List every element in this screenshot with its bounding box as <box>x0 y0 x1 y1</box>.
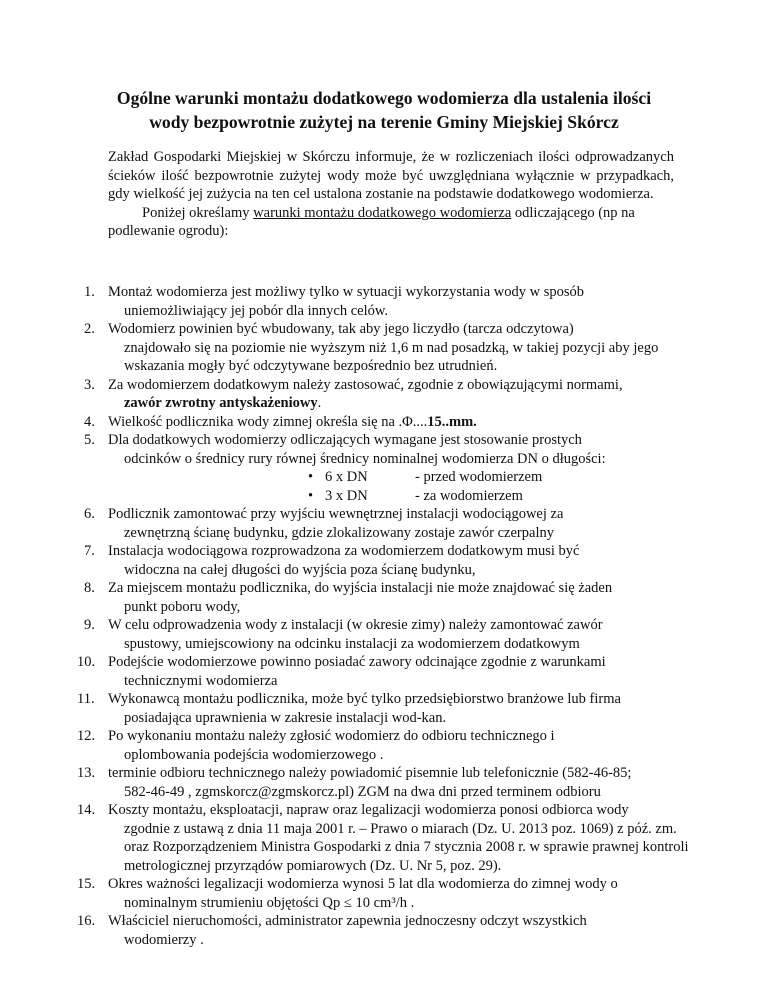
item-text: Koszty montażu, eksploatacji, napraw oraz legalizacji wodomierza ponosi odbiorca wody <box>108 802 629 818</box>
item-text-bold: zawór zwrotny antyskażeniowy <box>124 395 318 411</box>
item-text: terminie odbioru technicznego należy powiadomić pisemnie lub telefonicznie (582-46-85; <box>108 765 632 781</box>
item-number: 15. <box>77 876 96 892</box>
list-item <box>0 579 700 616</box>
item-text-cont: zewnętrzną ścianę budynku, gdzie zlokalizowany zostaje zawór czerpalny <box>124 524 554 541</box>
list-item <box>0 616 700 653</box>
list-item <box>0 912 700 949</box>
sub-item <box>108 468 700 487</box>
item-text: Podlicznik zamontować przy wyjściu wewnętrznej instalacji wodociągowej za <box>108 506 564 522</box>
item-number: 5. <box>84 432 95 448</box>
list-item <box>0 413 700 432</box>
conditions-list <box>0 283 700 949</box>
item-number: 4. <box>84 413 95 430</box>
item-number: 8. <box>84 580 95 596</box>
intro-paragraph-1: Zakład Gospodarki Miejskiej w Skórczu informuje, że w rozliczeniach ilości odprowadzanych ścieków ilość bezpowrotnie zużytej wody może być uwzględniana wyłącznie w przypadkach, gdy wielkość jej zużycia na ten cel ustalona zostanie na podstawie dodatkowego wodomierza. <box>108 149 674 202</box>
item-number: 6. <box>84 506 95 522</box>
item-number: 10. <box>77 654 96 670</box>
intro-paragraph-2 <box>108 204 674 241</box>
sub-item-multiplier: 3 x DN <box>325 487 368 504</box>
sub-item-multiplier: 6 x DN <box>325 469 368 485</box>
list-item <box>0 801 700 875</box>
item-text: Wykonawcą montażu podlicznika, może być tylko przedsiębiorstwo branżowe lub firma <box>108 691 621 707</box>
list-item <box>0 376 700 413</box>
sub-item-text: - przed wodomierzem <box>415 469 543 485</box>
list-item <box>0 875 700 912</box>
item-text-cont <box>108 394 700 413</box>
item-text-cont: spustowy, umiejscowiony na odcinku instalacji za wodomierzem dodatkowym <box>124 635 580 652</box>
item-text: Dla dodatkowych wodomierzy odliczających wymagane jest stosowanie prostych <box>108 432 582 448</box>
item-text-cont: nominalnym strumieniu objętości Qp ≤ 10 cm³/h . <box>124 894 415 911</box>
item-text-bold: 15..mm. <box>427 413 477 430</box>
list-item <box>0 505 700 542</box>
item-text-cont: 582-46-49 , zgmskorcz@zgmskorcz.pl) ZGM na dwa dni przed terminem odbioru <box>124 783 601 800</box>
item-number: 2. <box>84 321 95 337</box>
list-item <box>0 764 700 801</box>
title-line-1: Ogólne warunki montażu dodatkowego wodomierza dla ustalenia ilości <box>116 88 652 108</box>
list-item <box>0 542 700 579</box>
sub-item-text: - za wodomierzem <box>415 487 523 504</box>
item-text: Podejście wodomierzowe powinno posiadać zawory odcinające zgodnie z warunkami <box>108 654 606 670</box>
list-item <box>0 653 700 690</box>
item-text-cont: zgodnie z ustawą z dnia 11 maja 2001 r. – Prawo o miarach (Dz. U. 2013 poz. 1069) z póź. zm. oraz Rozporządzeniem Ministra Gospodarki z dnia 7 stycznia 2008 r. w sprawie prawnej kontroli metrologicznej przyrządów pomiarowych (Dz. U. Nr 5, poz. 29). <box>124 820 689 874</box>
item-number: 1. <box>84 284 95 300</box>
item-number: 7. <box>84 543 95 559</box>
intro-p2-before: Poniżej określamy <box>142 204 254 221</box>
item-text: Wielkość podlicznika wody zimnej określa się na .Φ.... <box>108 413 428 430</box>
item-text-cont: uniemożliwiający jej pobór dla innych celów. <box>124 302 389 319</box>
intro-p2-underlined: warunki montażu dodatkowego wodomierza <box>253 204 512 221</box>
intro-p2-after: odliczającego (np na podlewanie ogrodu): <box>108 204 635 239</box>
bullet-icon: • <box>308 469 314 485</box>
item-text: Za miejscem montażu podlicznika, do wyjścia instalacji nie może znajdować się żaden <box>108 580 613 596</box>
bullet-icon: • <box>308 487 314 504</box>
item-text-cont: technicznymi wodomierza <box>124 672 278 689</box>
item-text-cont: znajdowało się na poziomie nie wyższym niż 1,6 m nad posadzką, w takiej pozycji aby jego wskazania mogły być odczytywane bezpośrednio bez utrudnień. <box>124 339 659 374</box>
item-text: W celu odprowadzenia wody z instalacji (w okresie zimy) należy zamontować zawór <box>108 617 603 633</box>
item-text: Instalacja wodociągowa rozprowadzona za wodomierzem dodatkowym musi być <box>108 543 580 559</box>
item-text-cont: posiadająca uprawnienia w zakresie instalacji wod-kan. <box>124 709 447 726</box>
item-number: 3. <box>84 376 95 393</box>
list-item <box>0 283 700 320</box>
item-text-cont: odcinków o średnicy rury równej średnicy nominalnej wodomierza DN o długości: <box>124 450 606 467</box>
list-item <box>0 727 700 764</box>
document-title <box>70 86 698 134</box>
item-text-after: . <box>317 395 322 411</box>
item-text-cont: punkt poboru wody, <box>124 598 241 615</box>
list-item <box>0 690 700 727</box>
item-number: 14. <box>77 802 96 818</box>
item-text: Okres ważności legalizacji wodomierza wynosi 5 lat dla wodomierza do zimnej wody o <box>108 876 618 892</box>
item-number: 13. <box>77 765 96 781</box>
title-line-2: wody bezpowrotnie zużytej na terenie Gminy Miejskiej Skórcz <box>149 112 619 132</box>
item-text: Za wodomierzem dodatkowym należy zastosować, zgodnie z obowiązującymi normami, <box>108 376 623 393</box>
item-text: Wodomierz powinien być wbudowany, tak aby jego liczydło (tarcza odczytowa) <box>108 321 574 337</box>
item-number: 11. <box>77 691 95 707</box>
list-item <box>0 431 700 505</box>
item-text-cont: oplombowania podejścia wodomierzowego . <box>124 746 384 763</box>
item-number: 9. <box>84 617 95 633</box>
list-item <box>0 320 700 376</box>
item-text-cont: widoczna na całej długości do wyjścia poza ścianę budynku, <box>124 561 476 578</box>
item-text: Właściciel nieruchomości, administrator zapewnia jednoczesny odczyt wszystkich <box>108 913 587 929</box>
item-text-cont: wodomierzy . <box>124 931 204 948</box>
sub-item <box>108 487 700 506</box>
item-number: 16. <box>77 913 96 929</box>
item-text: Po wykonaniu montażu należy zgłosić wodomierz do odbioru technicznego i <box>108 728 555 744</box>
intro-section <box>108 148 674 241</box>
item-text: Montaż wodomierza jest możliwy tylko w sytuacji wykorzystania wody w sposób <box>108 284 585 300</box>
item-number: 12. <box>77 728 96 744</box>
